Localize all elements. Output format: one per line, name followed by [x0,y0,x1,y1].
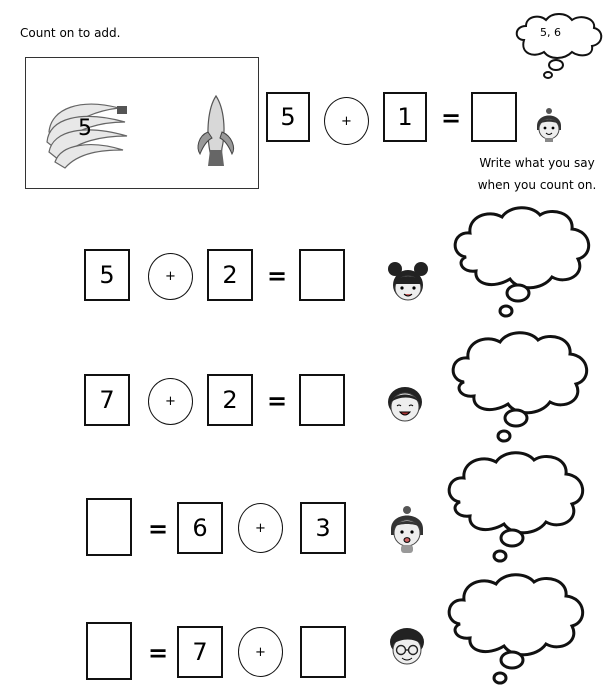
thought-cloud-icon [510,10,606,82]
example-cloud-text: 5, 6 [540,26,561,39]
problem-1-addend-1: 5 [84,249,130,301]
problem-4-operator: + [238,627,283,677]
problem-2-equals: = [267,387,288,415]
problem-3-operator: + [238,503,283,553]
example-addend-1: 5 [266,92,310,142]
example-picture-frame [25,57,259,189]
thought-cloud-icon [446,330,596,448]
example-addend-2: 1 [383,92,427,142]
problem-2-operator: + [148,378,193,425]
problem-4-equals: = [148,639,169,667]
hint-text [467,152,607,196]
example-thought-cloud [510,10,606,82]
example-equals: = [441,104,462,132]
problem-3-answer-box[interactable] [86,498,132,556]
peeled-banana-icon [194,92,238,168]
girl-buns-face-icon [386,261,430,305]
girl-face-icon [387,505,427,555]
thought-cloud-icon [442,450,592,568]
boy-face-icon [384,384,426,424]
bananas-count-label: 5 [78,116,92,141]
problem-1-equals: = [267,262,288,290]
girl-face-icon [534,108,564,142]
problem-1-addend-2: 2 [207,249,253,301]
problem-4-answer-box[interactable] [86,622,132,680]
thought-cloud-icon [448,205,598,323]
problem-3-equals: = [148,515,169,543]
problem-4-addend-1: 7 [177,626,223,678]
problem-1-answer-box[interactable] [299,249,345,301]
problem-3-addend-1: 6 [177,502,223,554]
problem-4-addend-2-box[interactable] [300,626,346,678]
problem-3-addend-2: 3 [300,502,346,554]
hint-line-2: when you count on. [477,178,597,192]
boy-glasses-face-icon [386,626,428,670]
example-operator: + [324,97,369,145]
problem-2-answer-box[interactable] [299,374,345,426]
instructions: Count on to add. [20,26,121,40]
problem-2-addend-2: 2 [207,374,253,426]
problem-2-addend-1: 7 [84,374,130,426]
problem-1-operator: + [148,253,193,300]
example-answer-box[interactable] [471,92,517,142]
hint-line-1: Write what you say [479,156,595,170]
thought-cloud-icon [442,572,592,690]
